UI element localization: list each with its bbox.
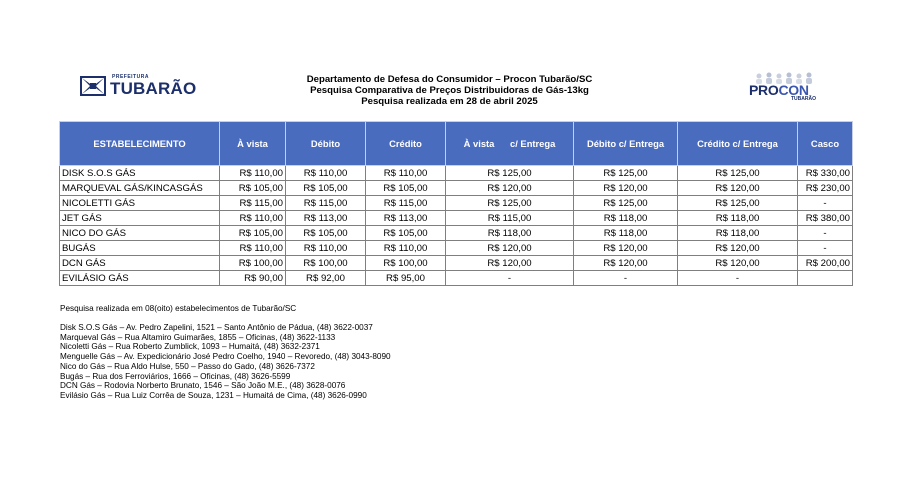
header-line-survey: Pesquisa Comparativa de Preços Distribuidoras de Gás-13kg bbox=[310, 85, 589, 96]
address-item: Evilásio Gás – Rua Luiz Corrêa de Souza, 1231 – Humaitá de Cima, (48) 3626-0990 bbox=[60, 390, 367, 400]
table-cell-price: R$ 100,00 bbox=[220, 256, 286, 271]
table-cell-price: R$ 110,00 bbox=[220, 166, 286, 181]
table-cell-price: R$ 105,00 bbox=[366, 181, 446, 196]
table-cell-price: R$ 92,00 bbox=[286, 271, 366, 286]
procon-word-con: CON bbox=[778, 82, 809, 98]
table-cell-price: R$ 115,00 bbox=[366, 196, 446, 211]
address-item: Nico do Gás – Rua Aldo Hulse, 550 – Passo do Gado, (48) 3626-7372 bbox=[60, 361, 315, 371]
table-cell-price: R$ 110,00 bbox=[366, 241, 446, 256]
table-cell-price: R$ 110,00 bbox=[220, 211, 286, 226]
table-cell-price: R$ 118,00 bbox=[678, 226, 798, 241]
table-row bbox=[60, 196, 853, 211]
table-cell-price: R$ 90,00 bbox=[220, 271, 286, 286]
col-header-establishment: ESTABELECIMENTO bbox=[60, 122, 220, 166]
table-cell-price: R$ 110,00 bbox=[366, 166, 446, 181]
table-cell-price: R$ 118,00 bbox=[446, 226, 574, 241]
logo-prefeitura-text: PREFEITURA bbox=[112, 74, 149, 80]
table-cell-price bbox=[798, 271, 853, 286]
table-cell-price: - bbox=[446, 271, 574, 286]
table-cell-price: R$ 118,00 bbox=[574, 226, 678, 241]
table-cell-price: R$ 120,00 bbox=[574, 256, 678, 271]
table-cell-price: R$ 110,00 bbox=[220, 241, 286, 256]
table-cell-establishment: DCN GÁS bbox=[60, 256, 220, 271]
table-cell-price: - bbox=[574, 271, 678, 286]
table-cell-price: R$ 120,00 bbox=[446, 241, 574, 256]
table-cell-price: R$ 120,00 bbox=[446, 181, 574, 196]
col-header-cash-delivery: À vista c/ Entrega bbox=[446, 122, 574, 166]
table-cell-establishment: MARQUEVAL GÁS/KINCASGÁS bbox=[60, 181, 220, 196]
table-row bbox=[60, 166, 853, 181]
table-row bbox=[60, 211, 853, 226]
table-cell-price: R$ 115,00 bbox=[446, 211, 574, 226]
table-row bbox=[60, 256, 853, 271]
table-header-row bbox=[60, 122, 853, 166]
logo-tubarao-text: TUBARÃO bbox=[110, 79, 197, 98]
table-cell-price: R$ 115,00 bbox=[286, 196, 366, 211]
table-cell-price: R$ 100,00 bbox=[366, 256, 446, 271]
table-cell-establishment: DISK S.O.S GÁS bbox=[60, 166, 220, 181]
table-cell-price: R$ 125,00 bbox=[574, 166, 678, 181]
table-cell-price: R$ 105,00 bbox=[286, 181, 366, 196]
table-row bbox=[60, 271, 853, 286]
table-cell-price: R$ 125,00 bbox=[446, 196, 574, 211]
procon-tubarao-logo bbox=[745, 70, 827, 106]
procon-sub-text: TUBARÃO bbox=[791, 96, 816, 102]
table-cell-price: R$ 120,00 bbox=[678, 256, 798, 271]
table-cell-establishment: BUGÁS bbox=[60, 241, 220, 256]
table-cell-price: R$ 105,00 bbox=[366, 226, 446, 241]
table-cell-price: R$ 118,00 bbox=[678, 211, 798, 226]
table-cell-price: R$ 125,00 bbox=[678, 196, 798, 211]
table-cell-price: R$ 113,00 bbox=[366, 211, 446, 226]
address-item: Marqueval Gás – Rua Altamiro Guimarães, 1855 – Oficinas, (48) 3622-1133 bbox=[60, 332, 336, 342]
col-header-credit: Crédito bbox=[366, 122, 446, 166]
table-cell-price: R$ 110,00 bbox=[286, 241, 366, 256]
table-cell-establishment: JET GÁS bbox=[60, 211, 220, 226]
table-cell-price: R$ 200,00 bbox=[798, 256, 853, 271]
table-cell-price: R$ 105,00 bbox=[286, 226, 366, 241]
col-header-debit-delivery: Débito c/ Entrega bbox=[574, 122, 678, 166]
address-item: DCN Gás – Rodovia Norberto Brunato, 1546 – São João M.E., (48) 3628-0076 bbox=[60, 381, 346, 391]
procon-word-pro: PRO bbox=[749, 82, 779, 98]
address-item: Disk S.O.S Gás – Av. Pedro Zapelini, 1521 – Santo Antônio de Pádua, (48) 3622-0037 bbox=[60, 323, 373, 332]
header-line-date: Pesquisa realizada em 28 de abril 2025 bbox=[361, 96, 538, 107]
table-cell-price: R$ 120,00 bbox=[574, 181, 678, 196]
table-cell-price: R$ 115,00 bbox=[220, 196, 286, 211]
table-cell-price: R$ 125,00 bbox=[678, 166, 798, 181]
table-cell-price: R$ 125,00 bbox=[574, 196, 678, 211]
table-row bbox=[60, 226, 853, 241]
table-cell-price: R$ 120,00 bbox=[678, 241, 798, 256]
header-line-department: Departamento de Defesa do Consumidor – Procon Tubarão/SC bbox=[306, 74, 593, 85]
table-cell-price: R$ 118,00 bbox=[574, 211, 678, 226]
table-cell-price: - bbox=[798, 241, 853, 256]
table-cell-price: R$ 125,00 bbox=[446, 166, 574, 181]
table-cell-price: R$ 105,00 bbox=[220, 226, 286, 241]
survey-note: Pesquisa realizada em 08(oito) estabelecimentos de Tubarão/SC bbox=[60, 304, 297, 313]
table-cell-price: R$ 330,00 bbox=[798, 166, 853, 181]
table-cell-price: R$ 110,00 bbox=[286, 166, 366, 181]
table-cell-price: R$ 95,00 bbox=[366, 271, 446, 286]
table-cell-establishment: EVILÁSIO GÁS bbox=[60, 271, 220, 286]
address-item: Menguelle Gás – Av. Expedicionário José Pedro Coelho, 1940 – Revoredo, (48) 3043-8090 bbox=[60, 352, 391, 362]
table-cell-price: - bbox=[798, 196, 853, 211]
address-item: Nicoletti Gás – Rua Roberto Zumblick, 1093 – Humaitá, (48) 3632-2371 bbox=[60, 342, 320, 352]
table-cell-price: R$ 230,00 bbox=[798, 181, 853, 196]
price-comparison-table bbox=[59, 121, 853, 286]
table-cell-establishment: NICO DO GÁS bbox=[60, 226, 220, 241]
col-header-cash: À vista bbox=[220, 122, 286, 166]
table-cell-price: R$ 100,00 bbox=[286, 256, 366, 271]
col-header-credit-delivery: Crédito c/ Entrega bbox=[678, 122, 798, 166]
address-list bbox=[60, 323, 391, 401]
table-cell-price: - bbox=[798, 226, 853, 241]
table-row bbox=[60, 181, 853, 196]
table-cell-price: R$ 380,00 bbox=[798, 211, 853, 226]
table-cell-price: R$ 120,00 bbox=[574, 241, 678, 256]
table-cell-price: R$ 120,00 bbox=[446, 256, 574, 271]
table-cell-establishment: NICOLETTI GÁS bbox=[60, 196, 220, 211]
table-cell-price: R$ 120,00 bbox=[678, 181, 798, 196]
table-row bbox=[60, 241, 853, 256]
address-item: Bugás – Rua dos Ferroviários, 1666 – Oficinas, (48) 3626-5599 bbox=[60, 371, 291, 381]
table-cell-price: R$ 113,00 bbox=[286, 211, 366, 226]
col-header-cylinder: Casco bbox=[798, 122, 853, 166]
col-header-debit: Débito bbox=[286, 122, 366, 166]
table-cell-price: - bbox=[678, 271, 798, 286]
table-cell-price: R$ 105,00 bbox=[220, 181, 286, 196]
